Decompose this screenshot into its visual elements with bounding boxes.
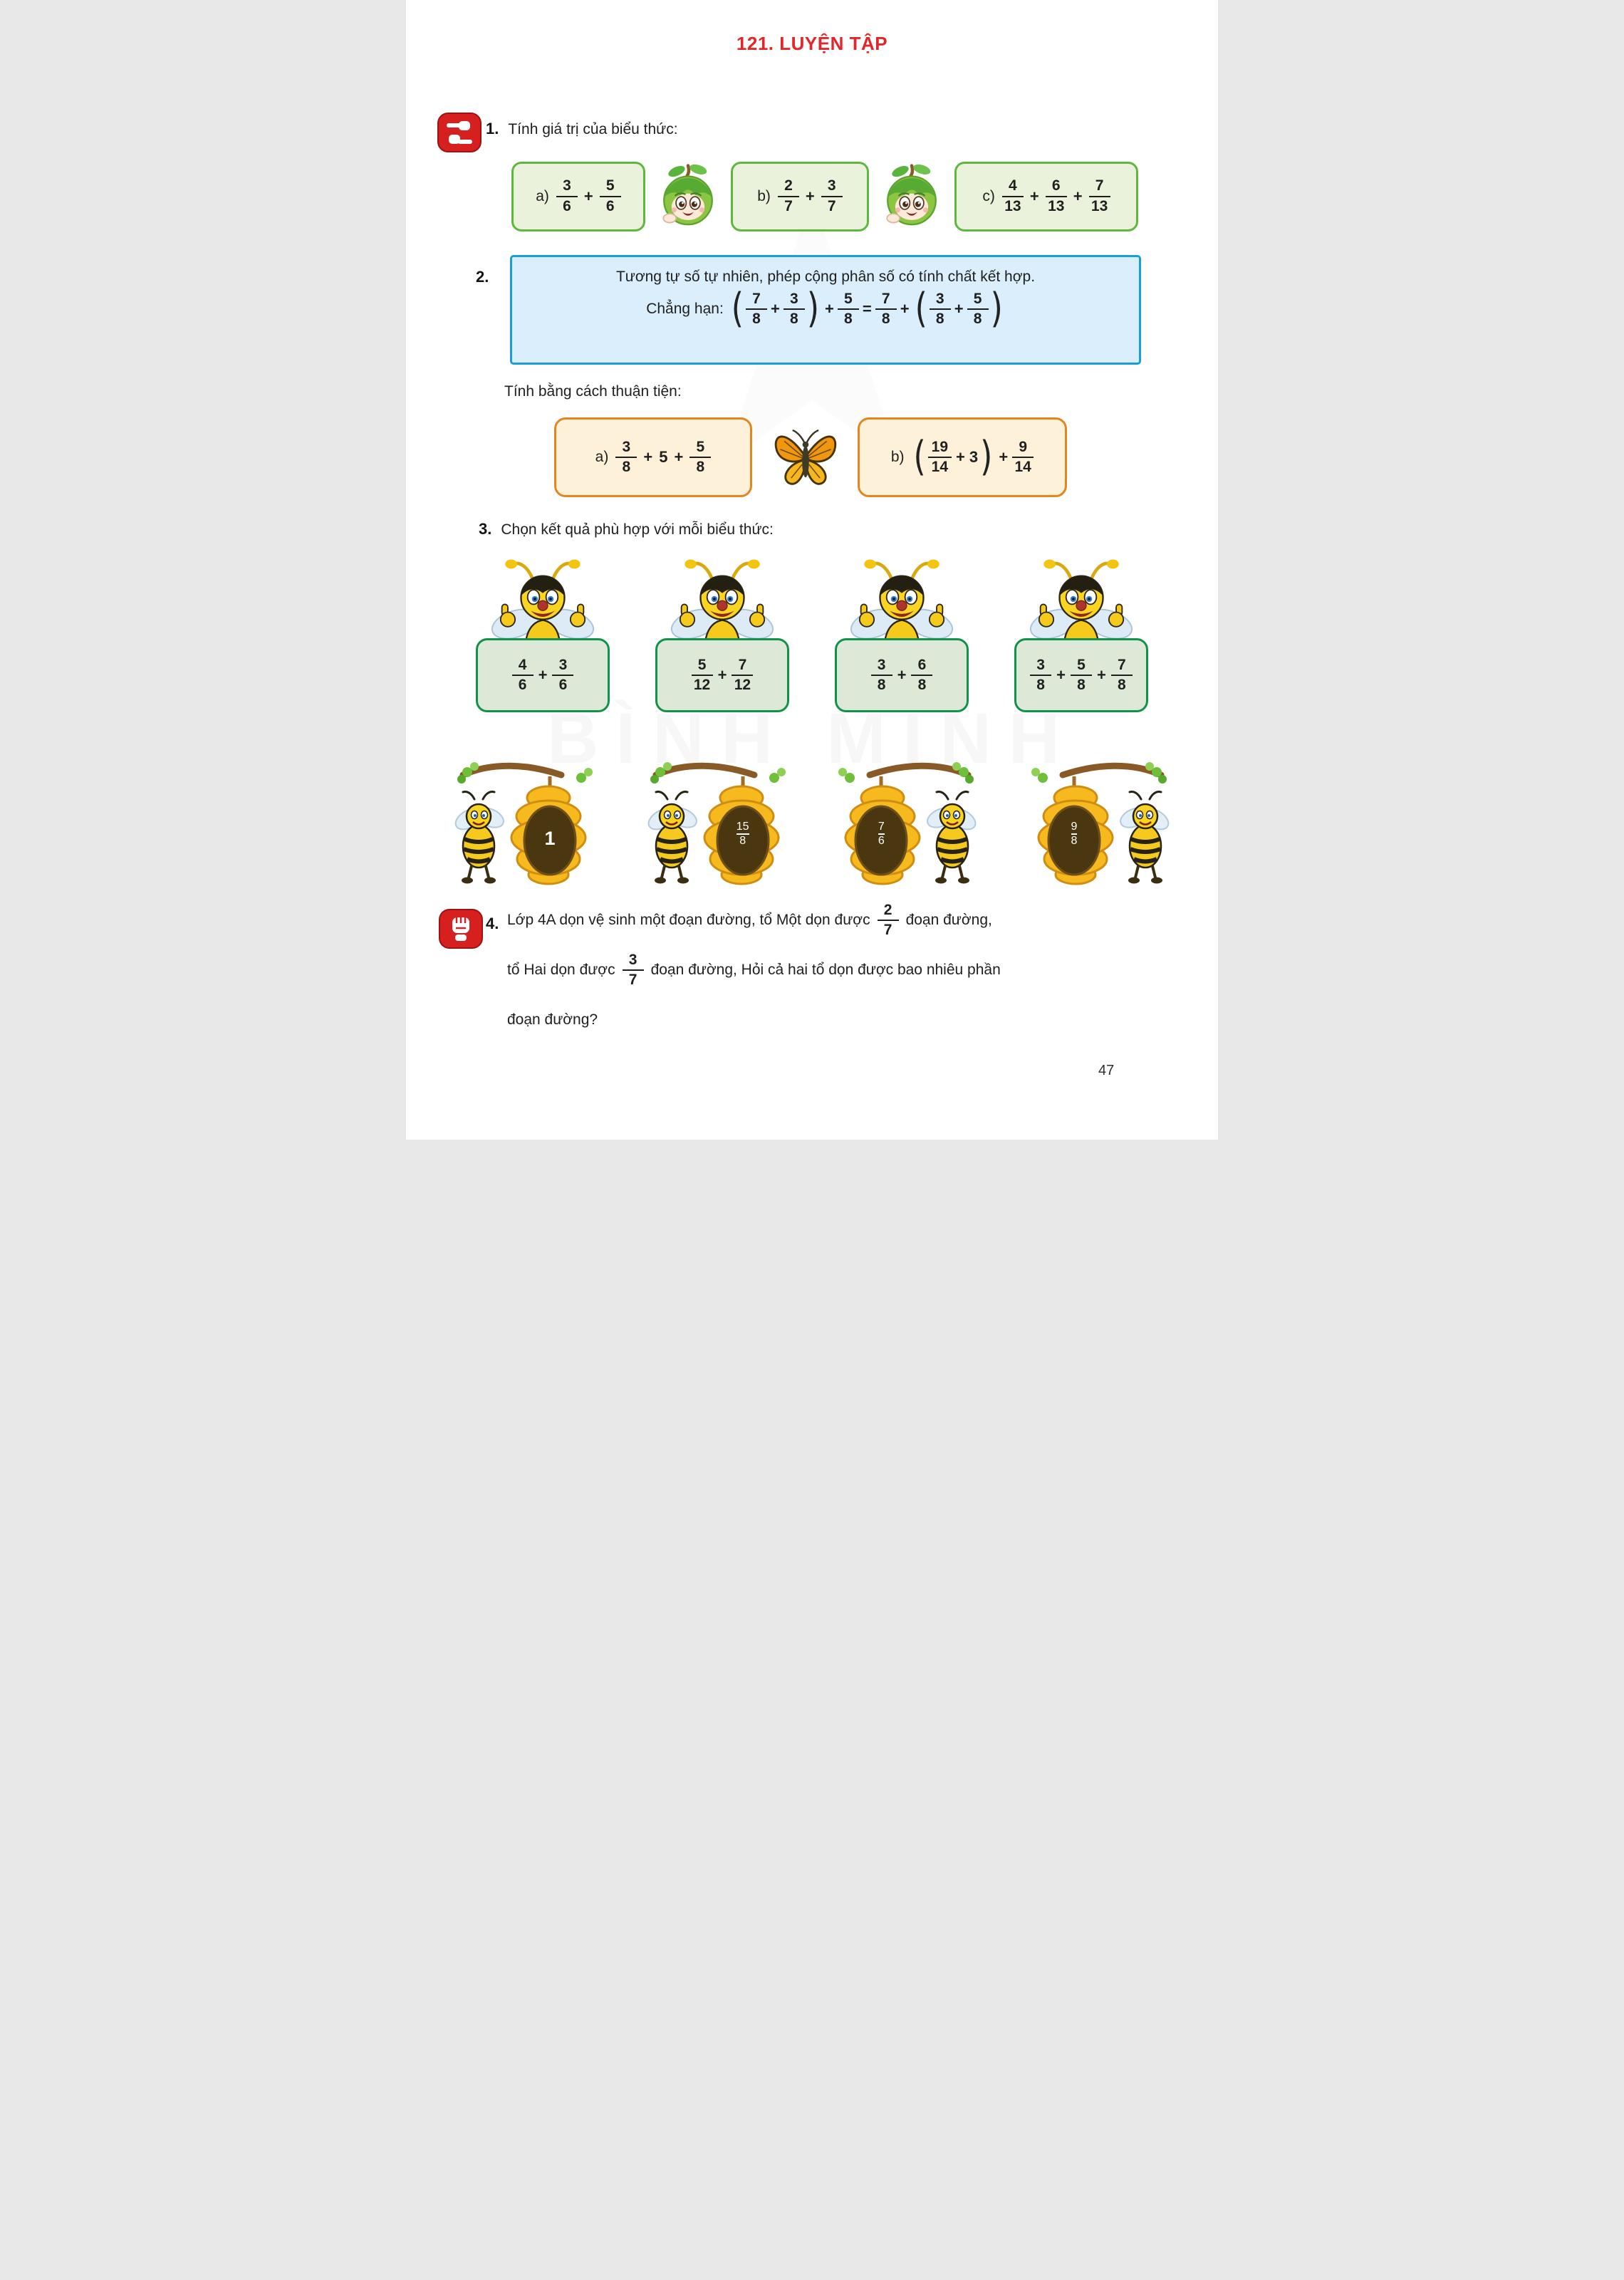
- fraction: $\frac{6}{13}$: [1046, 178, 1067, 214]
- beehive-answer: [1020, 756, 1182, 892]
- butterfly-icon: [771, 423, 839, 492]
- beehive-icon: [827, 756, 989, 892]
- plus-operator: +: [805, 187, 815, 205]
- page-number: 47: [1098, 1063, 1115, 1078]
- item-label: c): [982, 187, 995, 204]
- associativity-note-box: [510, 255, 1141, 365]
- plus-operator: +: [1073, 187, 1083, 205]
- fraction: $\frac{2}{7}$: [778, 178, 799, 214]
- practice-hands-icon: [437, 113, 482, 156]
- problem-text: Lớp 4A dọn vệ sinh một đoạn đường, tổ Một dọn được: [507, 912, 870, 928]
- problem-text: tổ Hai dọn được: [507, 962, 615, 978]
- fraction: $\frac{7}{8}$: [875, 291, 897, 327]
- exercise3-number: 3.: [479, 520, 492, 538]
- answer-fraction: 15 8: [736, 821, 749, 847]
- plus-operator: +: [538, 666, 548, 684]
- bee-expression-column: [476, 554, 610, 712]
- plus-operator: +: [956, 448, 965, 466]
- expression-box-1a: [511, 162, 645, 231]
- plus-operator: +: [1097, 666, 1106, 684]
- expression-box-3d: [1014, 638, 1148, 712]
- textbook-page: [406, 0, 1218, 1140]
- fraction: $\frac{6}{8}$: [911, 657, 932, 693]
- item-label: a): [536, 187, 549, 204]
- beehive-icon: [442, 756, 604, 892]
- beehive-icon: [1020, 756, 1182, 892]
- problem-line: [507, 950, 1191, 990]
- fraction: $\frac{9}{14}$: [1012, 439, 1034, 475]
- answer-fraction: 7 6: [878, 821, 885, 847]
- fraction: $\frac{7}{13}$: [1089, 178, 1110, 214]
- fraction: $\frac{3}{8}$: [1030, 657, 1051, 693]
- problem-line: [507, 900, 1191, 940]
- example-equation: Chẳng hạn: ( $\frac{7}{8}$ + $\frac{3}{8}$ ) + $\frac{5}{8}$ = $\frac{7}{8}$ + ( $\frac{3}{8}$ + $\frac{5}{8}$ ): [646, 285, 1003, 333]
- plus-operator: +: [643, 448, 653, 466]
- bee-character-icon: [1029, 554, 1134, 647]
- plus-operator: +: [897, 666, 907, 684]
- expression-box-2b: b) ( $\frac{19}{14}$ + 3 ) + $\frac{9}{14}$: [858, 417, 1067, 497]
- fraction: $\frac{3}{6}$: [556, 178, 578, 214]
- plus-operator: +: [825, 300, 834, 318]
- fraction: $\frac{3}{7}$: [821, 178, 843, 214]
- exercise3-header: [479, 520, 774, 538]
- exercise2-number: 2.: [476, 268, 489, 286]
- expression-box-3b: [655, 638, 789, 712]
- bee-expression-column: [835, 554, 969, 712]
- exercise3-answers: [442, 756, 1182, 892]
- plus-operator: +: [717, 666, 727, 684]
- beehive-answer: [635, 756, 797, 892]
- apple-character-icon: [883, 161, 940, 231]
- exercise1-number: 1.: [486, 120, 499, 137]
- exercise1-expressions: [511, 161, 1138, 231]
- plus-operator: +: [770, 300, 780, 318]
- fraction: $\frac{5}{8}$: [838, 291, 859, 327]
- expression-box-3a: [476, 638, 610, 712]
- equals-operator: =: [862, 300, 872, 318]
- beehive-answer: [827, 756, 989, 892]
- fraction: $\frac{5}{8}$: [689, 439, 711, 475]
- exercise2-prompt: Tính bằng cách thuận tiện:: [504, 383, 682, 400]
- apple-character-icon: [660, 161, 717, 231]
- page-title: 121. LUYỆN TẬP: [736, 33, 888, 54]
- problem-text: đoạn đường, Hỏi cả hai tổ dọn được bao nhiêu phần: [650, 962, 1001, 978]
- fraction: $\frac{19}{14}$: [928, 439, 952, 475]
- fraction: $\frac{3}{8}$: [930, 291, 951, 327]
- problem-text: đoạn đường?: [507, 1011, 598, 1028]
- exercise2-expressions: [554, 417, 1067, 497]
- plus-operator: +: [900, 300, 910, 318]
- fraction: $\frac{3}{8}$: [784, 291, 805, 327]
- item-label: b): [757, 187, 771, 204]
- fraction: $\frac{5}{6}$: [600, 178, 621, 214]
- fraction: $\frac{3}{8}$: [871, 657, 892, 693]
- fraction: $\frac{3}{8}$: [615, 439, 637, 475]
- exercise3-prompt: Chọn kết quả phù hợp với mỗi biểu thức:: [501, 521, 774, 538]
- exercise3-expressions: [476, 554, 1148, 712]
- bee-character-icon: [849, 554, 954, 647]
- item-label: a): [595, 449, 609, 465]
- bee-character-icon: [670, 554, 775, 647]
- expression-box-3c: [835, 638, 969, 712]
- expression-box-1b: [731, 162, 869, 231]
- fraction: $\frac{5}{8}$: [1071, 657, 1092, 693]
- exercise4-number: 4.: [486, 915, 499, 932]
- plus-operator: +: [674, 448, 684, 466]
- plus-operator: +: [954, 300, 964, 318]
- problem-text: đoạn đường,: [905, 912, 992, 928]
- plus-operator: +: [999, 448, 1009, 466]
- fraction: $\frac{7}{8}$: [746, 291, 767, 327]
- fraction: $\frac{7}{12}$: [732, 657, 753, 693]
- problem-line: [507, 1000, 1191, 1040]
- fraction: $\frac{5}{8}$: [967, 291, 989, 327]
- note-text: Tương tự số tự nhiên, phép cộng phân số có tính chất kết hợp.: [615, 269, 1036, 285]
- answer-value: 1: [544, 828, 556, 849]
- exercise1-prompt: Tính giá trị của biểu thức:: [508, 121, 678, 137]
- plus-operator: +: [583, 187, 593, 205]
- plus-operator: +: [1056, 666, 1066, 684]
- fraction: $\frac{5}{12}$: [692, 657, 713, 693]
- integer-term: 5: [659, 448, 668, 466]
- fraction: $\frac{7}{8}$: [1111, 657, 1133, 693]
- integer-term: 3: [969, 448, 979, 466]
- writing-fist-icon: [439, 909, 483, 952]
- beehive-answer: [442, 756, 604, 892]
- item-label: b): [890, 449, 905, 465]
- fraction: $\frac{2}{7}$: [878, 902, 899, 938]
- expression-box-1c: [954, 162, 1138, 231]
- fraction: $\frac{3}{7}$: [623, 952, 644, 988]
- fraction: $\frac{4}{13}$: [1002, 178, 1024, 214]
- beehive-icon: [635, 756, 797, 892]
- exercise4-problem: [507, 900, 1191, 1040]
- bee-character-icon: [490, 554, 595, 647]
- example-label: Chẳng hạn:: [646, 301, 724, 318]
- fraction: $\frac{3}{6}$: [552, 657, 573, 693]
- bee-expression-column: [655, 554, 789, 712]
- exercise1-header: [486, 120, 678, 138]
- fraction: $\frac{4}{6}$: [512, 657, 533, 693]
- plus-operator: +: [1029, 187, 1039, 205]
- expression-box-2a: [554, 417, 752, 497]
- bee-expression-column: [1014, 554, 1148, 712]
- answer-fraction: 9 8: [1071, 821, 1078, 847]
- watermark-text: BÌNH MINH: [547, 699, 1077, 779]
